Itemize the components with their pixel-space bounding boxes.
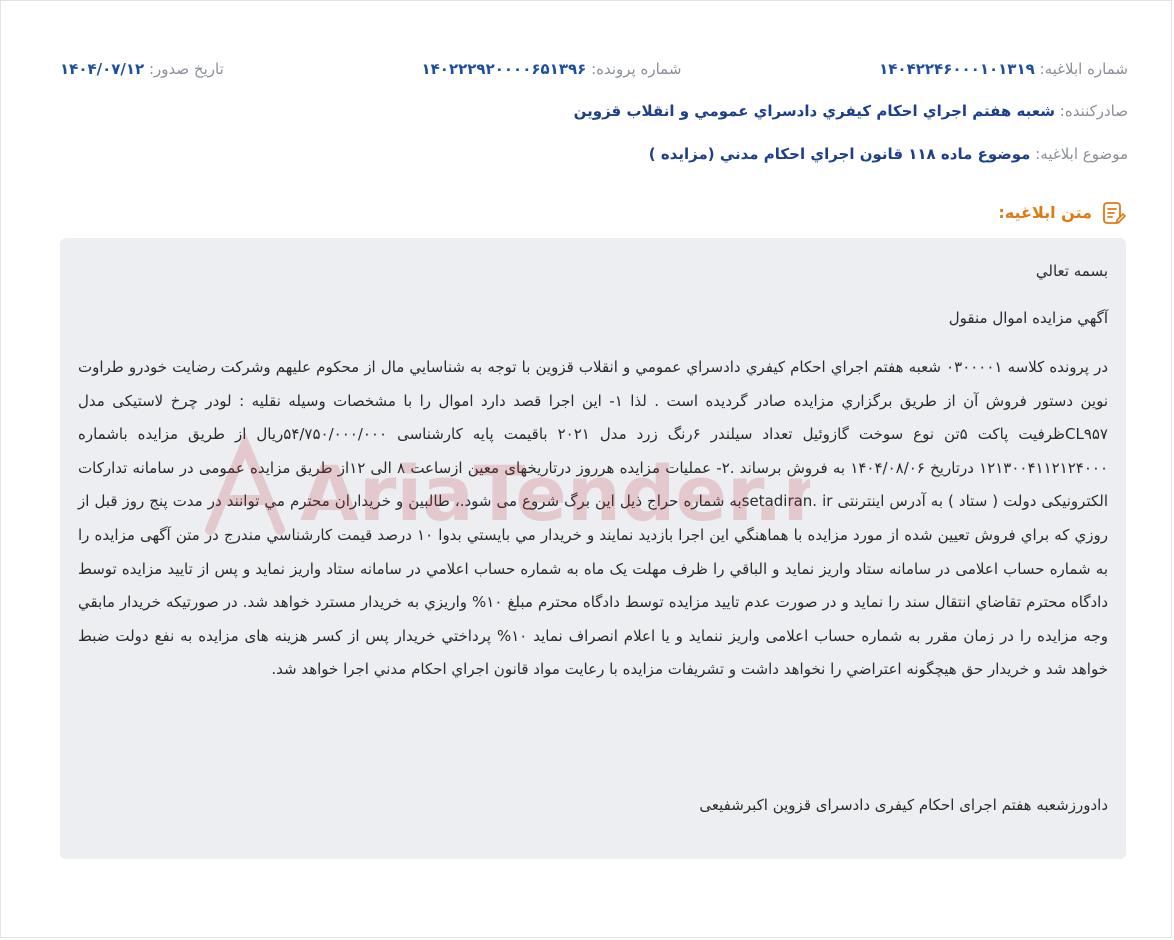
greeting-line: بسمه تعالي	[1035, 262, 1108, 280]
case-number-label: شماره پرونده:	[591, 60, 682, 78]
signature-line: دادورزشعبه هفتم اجرای احکام کيفری دادسرای قزوين اکبرشفيعی	[699, 796, 1108, 814]
issuer-row	[574, 100, 1128, 122]
issue-date-label: تاریخ صدور:	[149, 60, 224, 78]
issue-date-value: ۱۴۰۴/۰۷/۱۲	[60, 60, 145, 78]
subject-value: موضوع ماده ۱۱۸ قانون اجراي احکام مدني (مزايده )	[648, 145, 1031, 163]
auction-ad-title: آگهي مزايده اموال منقول	[948, 309, 1108, 327]
notice-number-label: شماره ابلاغيه:	[1039, 60, 1128, 78]
document-edit-icon	[1100, 200, 1126, 226]
notice-number-value: ۱۴۰۴۲۲۴۶۰۰۰۱۰۱۳۱۹	[879, 60, 1035, 78]
issuer-label: صادرکننده:	[1059, 102, 1128, 120]
issuer-value: شعبه هفتم اجراي احکام کيفري دادسراي عمومي و انقلاب قزوين	[573, 102, 1055, 120]
notice-meta-row	[60, 58, 1128, 80]
subject-row	[649, 143, 1128, 165]
issue-date-field	[60, 58, 224, 80]
notice-number-field	[879, 58, 1128, 80]
notice-text-heading	[998, 200, 1126, 226]
notice-text-title: متن ابلاغيه:	[998, 203, 1092, 222]
notice-text-panel	[60, 238, 1126, 859]
subject-label: موضوع ابلاغيه:	[1035, 145, 1128, 163]
case-number-field	[421, 58, 681, 80]
auction-body-text: در پرونده کلاسه ۰۳۰۰۰۰۱ شعبه هفتم اجراي احکام کيفري دادسراي عمومي و انقلاب قزوين با توجه به شناسايي مال از محکوم عليهم وشرکت رضايت خودرو طراوت نوين دستور فروش آن از طريق برگزاري مزايده صادر گرديده است . لذا ۱- اين اجرا قصد دارد اموال را با مشخصات وسيله نقليه : لودر چرخ لاستيکی مدل CL۹۵۷ظرفيت پاکت ۵تن نوع سوخت گازوئيل تعداد سيلندر ۶رنگ زرد مدل ۲۰۲۱ باقيمت پايه کارشناسی ۵۴/۷۵۰/۰۰۰/۰۰۰ريال از طريق مزايده باشماره ۱۲۱‌۳۰۰۴۱۱۲۱۲۴۰۰۰ درتاريخ ۱۴۰۴/۰۸/۰۶ به فروش برساند .۲- عمليات مزايده هرروز درتاريخهای معين ازساعت ۸ الی ۱۲از طريق مزايده عمومی در سامانه تدارکات الکترونيکی دولت ( ستاد ) به آدرس اينترنتی setadiran. irبه شماره حراج ذيل اين برگ شروع می شود.، طالبين و خريداران محترم مي توانند در مدت پنج روز قبل از روزي که براي فروش تعيين شده از مورد مزايده با هماهنگي اين اجرا بازديد نمايند و خريدار مي بايستي بدوا ۱۰ درصد قيمت کارشناسي مندرج در متن آگهی مزايده را به شماره حساب اعلامی در سامانه ستاد واريز نمايد و الباقي را ظرف مهلت يک ماه به شماره حساب اعلامي در سامانه ستاد واريز نمايد و پس از تاييد مزايده توسط دادگاه محترم تقاضاي انتقال سند را نمايد و در صورت عدم تاييد مزايده توسط دادگاه محترم مبلغ ۱۰% واريزي به خريدار مسترد خواهد شد. در صورتيکه خريدار مابقي وجه مزايده را در زمان مقرر به شماره حساب اعلامی واريز ننمايد و يا اعلام انصراف نمايد ۱۰% پرداختي خريدار پس از کسر هزينه های مزايده به نفع دولت ضبط خواهد شد و خريدار حق هيچگونه اعتراضي را نخواهد داشت و تشريفات مزايده با رعايت مواد قانون اجراي احکام مدني اجرا خواهد شد.	[78, 358, 1109, 679]
case-number-value: ۱۴۰۲۲۲۹۲۰۰۰۰۶۵۱۳۹۶	[421, 60, 587, 78]
